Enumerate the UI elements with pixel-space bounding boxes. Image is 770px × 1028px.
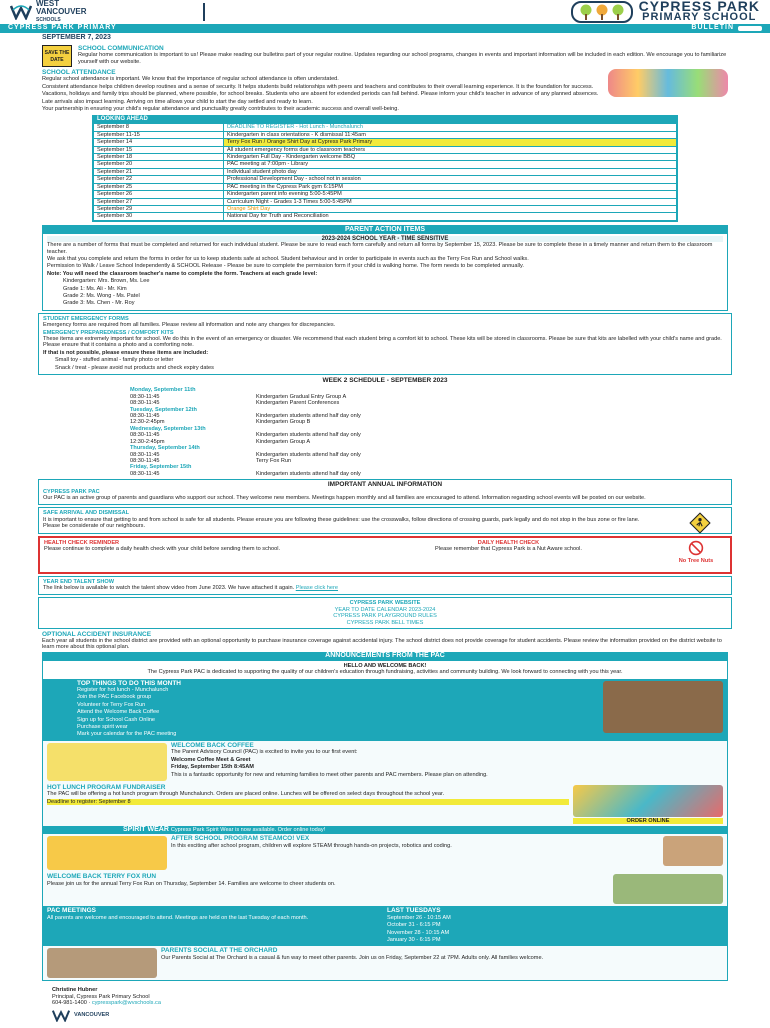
school-name: CYPRESS PARK [638, 0, 760, 14]
schedule-note: Kindergarten Group B [256, 419, 311, 426]
row-event[interactable]: DEADLINE TO REGISTER - Hot Lunch - Munchalunch [224, 124, 677, 131]
issue-date: SEPTEMBER 7, 2023 [42, 34, 111, 41]
school-communication [0, 45, 770, 67]
row-date: September 27 [94, 198, 224, 205]
save-the-date-badge: SAVE THE DATE [42, 45, 72, 67]
row-date: September 26 [94, 191, 224, 198]
website-title: CYPRESS PARK WEBSITE [349, 600, 421, 607]
table-row [94, 205, 677, 212]
row-event: Kindergarten in class orientations - K dismissal 11:45am [224, 131, 677, 138]
coffee-text: The Parent Advisory Council (PAC) is excited to invite you to our first event: [171, 749, 358, 756]
parent-action-p1: There are a number of forms that must be completed and returned for each individual student. Please be sure to read each form carefully and return all forms by September 15, 2023. Please be sure to complete these in a timely manner and return them to the classroom teacher. [47, 242, 713, 255]
accident-title: OPTIONAL ACCIDENT INSURANCE [42, 631, 152, 638]
coffee-title: WELCOME BACK COFFEE [171, 741, 254, 749]
daily-health-title: DAILY HEALTH CHECK [477, 539, 540, 546]
school-logo [571, 1, 760, 23]
coffee-event: Welcome Coffee Meet & Greet [171, 756, 251, 763]
health-text: Please continue to complete a daily health check with your child before sending them to school. [44, 545, 281, 552]
school-website [38, 597, 732, 629]
schedule-time: 08:30-11:45 [130, 400, 160, 407]
steam-photo [663, 836, 723, 866]
row-event: Kindergarten parent info evening 5:00-5:45PM [224, 191, 677, 198]
steam-title: AFTER SCHOOL PROGRAM STEAMCO! VEX [171, 835, 310, 843]
principal-role: Principal, Cypress Park Primary School [52, 993, 150, 1000]
health-title: HEALTH CHECK REMINDER [44, 539, 120, 546]
accident-text: Each year all students in the school district are provided with an optional opportunity to purchase insurance coverage against accidental injury. The school district does not provide coverage for student accidents. Please review the information provided on the district website to learn more about this optional plan. [42, 638, 722, 651]
schedule-day: Monday, September 11th [130, 387, 196, 394]
bell-times-link[interactable]: CYPRESS PARK BELL TIMES [346, 619, 424, 626]
important-info [38, 479, 732, 505]
attendance-p4: Late arrivals also impact learning. Arriving on time allows your child to start the day settled and ready to learn. [42, 98, 313, 105]
table-row [94, 213, 677, 220]
top-things-title: TOP THINGS TO DO THIS MONTH [77, 679, 182, 687]
order-online-button[interactable]: ORDER ONLINE [573, 818, 723, 824]
parent-action-p3: Permission to Walk / Leave School Independently & SCHOOL Release - Please be sure to complete the permission form if your child is walking home. The form needs to be completed annually. [47, 263, 524, 270]
pac-subtitle: CYPRESS PARK PAC [43, 488, 100, 495]
no-nuts-icon [688, 540, 704, 556]
top-things-item: Register for hot lunch - Munchalunch [77, 687, 169, 694]
comfort-kits-item: Small toy - stuffed animal - family photo or letter [55, 357, 174, 364]
row-event: All student emergency forms due to classroom teachers [224, 146, 677, 153]
parent-action-note: Note: You will need the classroom teacher's name to complete the form. Teachers at each grade level: [47, 270, 318, 277]
tuesday-item: January 30 - 6:15 PM [387, 936, 441, 943]
pac-steam [43, 834, 727, 872]
tuesday-item: November 28 - 10:15 AM [387, 929, 450, 936]
row-event: National Day for Truth and Reconciliation [224, 213, 677, 220]
schedule-note: Kindergarten Group A [256, 438, 311, 445]
steam-flyer-image [47, 836, 167, 870]
schedule-note: Kindergarten students attend half day only [256, 451, 361, 458]
lunch-flyer-image [573, 785, 723, 817]
top-things-item: Attend the Welcome Back Coffee [77, 709, 160, 716]
teacher-list-item: Grade 3: Ms. Chen - Mr. Roy [63, 300, 135, 307]
table-row [94, 176, 677, 183]
row-date: September 8 [94, 124, 224, 131]
row-date: September 30 [94, 213, 224, 220]
safe-arrival [38, 507, 732, 533]
terry-title: WELCOME BACK TERRY FOX RUN [47, 873, 157, 881]
row-date: September 22 [94, 176, 224, 183]
schedule-day: Friday, September 15th [130, 464, 192, 471]
title-banner [0, 24, 770, 33]
teacher-list-item: Kindergarten: Mrs. Brown, Ms. Lee [63, 278, 150, 285]
health-check [38, 536, 732, 574]
row-date: September 18 [94, 154, 224, 161]
top-things-item: Sign up for School Cash Online [77, 716, 156, 723]
row-date: September 15 [94, 146, 224, 153]
schedule-note: Kindergarten students attend half day only [256, 470, 361, 477]
schedule-time: 08:30-11:45 [130, 470, 160, 477]
table-row [94, 131, 677, 138]
looking-ahead [92, 115, 678, 221]
important-text: Our PAC is an active group of parents and guardians who support our school. They welcome new members. Meetings happen monthly and all families are encouraged to attend. Information regarding school events will be posted on our website. [43, 494, 646, 501]
parent-action-p2: We ask that you complete and return the forms in order for us to keep students safe at school. Student behaviour and in order to participate in events such as the Terry Fox Run and School walks. [47, 255, 529, 262]
coffee-flyer-image [47, 743, 167, 781]
row-date: September 14 [94, 139, 224, 146]
pac-welcome-title: HELLO AND WELCOME BACK! [343, 662, 427, 669]
table-row [94, 139, 677, 146]
pac-hot-lunch [43, 783, 727, 826]
district-line2: VANCOUVER [36, 7, 87, 16]
talent-title: YEAR END TALENT SHOW [43, 578, 115, 585]
top-things-item: Join the PAC Facebook group [77, 694, 152, 701]
row-date: September 25 [94, 183, 224, 190]
safe-arrival-title: SAFE ARRIVAL AND DISMISSAL [43, 510, 130, 517]
safe-arrival-text: It is important to ensure that getting to and from school is safe for all students. Please ensure you are following these guidelines: use the crosswalks, follow directions of crossing guards, park legally and do not stop in the bus zone or fire lane. Please be considerate of our neighbours. [43, 516, 640, 530]
meeting-title: PAC MEETINGS [47, 907, 96, 915]
parent-action-title: PARENT ACTION ITEMS [43, 226, 727, 234]
pac-announcements-title: ANNOUNCEMENTS FROM THE PAC [42, 652, 728, 660]
pac-top-things [43, 679, 727, 741]
district-logo [10, 0, 87, 24]
table-row [94, 198, 677, 205]
principal-name: Christine Hubner [52, 987, 98, 994]
pac-coffee [43, 741, 727, 783]
schedule-day: Thursday, September 14th [130, 445, 200, 452]
table-row [94, 124, 677, 131]
crosswalk-sign-icon [689, 512, 711, 534]
student-emergency-title: STUDENT EMERGENCY FORMS [43, 315, 129, 322]
important-title: IMPORTANT ANNUAL INFORMATION [327, 481, 443, 489]
attendance-p2: Consistent attendance helps children develop routines and a sense of security. It helps students build relationships with peers and teachers and contributes to their overall learning experience. It is the foundation for success. [42, 83, 594, 90]
attendance-section [0, 69, 770, 112]
row-date: September 21 [94, 168, 224, 175]
comfort-kits-title: EMERGENCY PREPAREDNESS / COMFORT KITS [43, 329, 174, 336]
row-event: Professional Development Day - school not in session [224, 176, 677, 183]
pac-terry-fox [43, 872, 727, 906]
children-illustration [608, 69, 728, 97]
attendance-p3: Vacations, holidays and family trips should be planned, where possible, for school breaks. Students who are absent for extended periods can fall behind. Please inform your child's teacher in advance of any planned absences. [42, 91, 599, 98]
banner-pill [738, 26, 762, 31]
pac-photo [603, 681, 723, 733]
table-row [94, 154, 677, 161]
schedule-note: Terry Fox Run [256, 457, 292, 464]
attendance-p1: Regular school attendance is important. We know that the importance of regular school attendance is often understated. [42, 76, 339, 83]
accident-insurance [0, 631, 770, 651]
schedule-day: Wednesday, September 13th [130, 425, 206, 432]
lunch-text: The PAC will be offering a hot lunch program through Munchalunch. Orders are placed online. Lunches will be offered on select days throughout the school year. [47, 791, 445, 798]
student-emergency-forms [38, 313, 732, 375]
terry-text: Please join us for the annual Terry Fox Run on Thursday, September 14. Families are welcome to cheer students on. [47, 880, 336, 887]
pac-meetings [43, 906, 727, 946]
comfort-kits-item: Snack / treat - please avoid nut products and check expiry dates [55, 364, 214, 371]
banner-left: CYPRESS PARK PRIMARY [8, 24, 117, 32]
coffee-more: This is a fantastic opportunity for new and returning families to meet other parents and PAC members. Please plan on attending. [171, 771, 488, 778]
row-event: Individual student photo day [224, 168, 677, 175]
meeting-text: All parents are welcome and encouraged to attend. Meetings are held on the last Tuesday of each month. [47, 914, 309, 921]
talent-show [38, 576, 732, 596]
attendance-p5: Your partnership in ensuring your child's regular attendance and punctuality greatly contributes to their academic success and overall well-being. [42, 106, 399, 113]
footer-phone: 604-981-1400 [52, 1000, 87, 1007]
row-date: September 11-15 [94, 131, 224, 138]
comfort-kits-text: These items are extremely important for school. We do this in the event of an emergency or disaster. We recommend that each student bring a comfort kit to school. These kits will be stored in classrooms. Please be sure that kits are labelled with your child's name and grade. Please ensure that it contains a photo and a comforting note. [43, 336, 722, 349]
social-text: Our Parents Social at The Orchard is a casual & fun way to meet other parents. Join us on Friday, September 22 at 7PM. Adults only. All families welcome. [161, 954, 544, 961]
footer-email[interactable]: cypresspark@wvschools.ca [91, 1000, 161, 1007]
schedule-note: Kindergarten students attend half day only [256, 432, 361, 439]
schedule-time: 08:30-11:45 [130, 457, 160, 464]
parent-action-subtitle: 2023-2024 SCHOOL YEAR - TIME SENSITIVE [47, 236, 723, 242]
header [0, 0, 770, 24]
social-photo [47, 948, 157, 978]
terry-fox-photo [613, 874, 723, 904]
row-event: Curriculum Night - Grades 1-3 Times 5:00-5:45PM [224, 198, 677, 205]
playground-rules-link[interactable]: CYPRESS PARK PLAYGROUND RULES [333, 613, 437, 620]
comfort-kits-list-title: If that is not possible, please ensure these items are included: [43, 349, 209, 356]
school-communication-text: Regular home communication is important to us! Please make reading our bulletins part of your regular routine. Updates regarding our school programs, changes in events and important information will be included in each edition. We encourage you to familiarize yourself with our website. [78, 52, 727, 65]
school-communication-title: SCHOOL COMMUNICATION [78, 45, 164, 53]
social-title: PARENTS SOCIAL AT THE ORCHARD [161, 947, 278, 955]
top-things-item: Volunteer for Terry Fox Run [77, 701, 146, 708]
no-nuts-label: No Tree Nuts [678, 557, 714, 564]
tuesday-item: October 31 - 6:15 PM [387, 922, 441, 929]
row-date: September 20 [94, 161, 224, 168]
banner-right: BULLETIN [691, 24, 734, 32]
spirit-text: Cypress Park Spirit Wear is now available. Order online today! [170, 827, 326, 834]
calendar-link[interactable]: YEAR TO DATE CALENDAR 2023-2024 [334, 606, 436, 613]
top-things-item: Purchase spirit wear [77, 724, 128, 731]
lunch-deadline: Deadline to register: September 8 [47, 799, 569, 805]
row-event: Terry Fox Run / Orange Shirt Day at Cypress Park Primary [224, 139, 677, 146]
district-line1: WEST [36, 0, 60, 8]
looking-ahead-title: LOOKING AHEAD [93, 116, 677, 123]
steam-text: In this exciting after school program, children will explore STEAM through hands-on projects, robotics and coding. [171, 842, 452, 849]
talent-text: The link below is available to watch the talent show video from June 2023. We have attached it again. [43, 584, 295, 591]
table-row [94, 183, 677, 190]
teacher-list-item: Grade 1: Ms. Ali - Mr. Kim [63, 285, 127, 292]
parent-action-items [42, 225, 728, 311]
schedule-time: 12:30-2:45pm [130, 438, 165, 445]
row-event: PAC meeting at 7:00pm - Library [224, 161, 677, 168]
spirit-wear-bar [43, 826, 727, 834]
schedule-time: 08:30-11:45 [130, 413, 160, 420]
tuesday-item: September 26 - 10:15 AM [387, 914, 451, 921]
row-event: PAC meeting in the Cypress Park gym 6:15PM [224, 183, 677, 190]
schedule-note: Kindergarten Parent Conferences [256, 400, 340, 407]
spirit-title: SPIRIT WEAR [123, 826, 169, 834]
looking-ahead-table [93, 123, 677, 220]
pac-announcements [42, 660, 728, 982]
daily-health-text: Please remember that Cypress Park is a Nut Aware school. [435, 545, 582, 552]
week-schedule-title: WEEK 2 SCHEDULE - SEPTEMBER 2023 [322, 377, 448, 385]
schedule-time: 08:30-11:45 [130, 432, 160, 439]
school-subname: PRIMARY SCHOOL [642, 11, 757, 23]
top-things-item: Mark your calendar for the PAC meeting [77, 731, 177, 738]
schedule-time: 08:30-11:45 [130, 451, 160, 458]
district-logo-icon [52, 1009, 70, 1022]
trees-icon [571, 1, 633, 23]
row-event: Kindergarten Full Day - Kindergarten welcome BBQ [224, 154, 677, 161]
schedule-note: Kindergarten Gradual Entry Group A [256, 393, 347, 400]
footer-district: VANCOUVER [74, 1011, 110, 1018]
schedule-time: 12:30-2:45pm [130, 419, 165, 426]
attendance-title: SCHOOL ATTENDANCE [42, 69, 116, 77]
table-row [94, 191, 677, 198]
pac-welcome-text: The Cypress Park PAC is dedicated to supporting the quality of our children's education through fundraising, activities and community building. We look forward to connecting with you this year. [147, 669, 623, 676]
week-schedule [0, 387, 770, 477]
coffee-time: Friday, September 15th 8:45AM [171, 764, 254, 771]
row-date: September 29 [94, 205, 224, 212]
footer-logo [52, 1009, 718, 1022]
lunch-title: HOT LUNCH PROGRAM FUNDRAISER [47, 783, 166, 791]
row-event: Orange Shirt Day [224, 205, 677, 212]
teacher-list-item: Grade 2: Ms. Wong - Ms. Patel [63, 292, 140, 299]
district-logo-icon [10, 4, 32, 20]
schedule-time: 08:30-11:45 [130, 393, 160, 400]
talent-link[interactable]: Please click here [295, 584, 339, 591]
district-line3: SCHOOLS [36, 17, 61, 23]
pac-social [43, 946, 727, 980]
schedule-day: Tuesday, September 12th [130, 406, 197, 413]
footer: Christine Hubner Principal, Cypress Park Primary School 604-981-1400 · cypresspark@wvschools.ca VANCOUVER [0, 981, 770, 1027]
table-row [94, 168, 677, 175]
tuesdays-title: LAST TUESDAYS [387, 907, 441, 915]
student-emergency-p1: Emergency forms are required from all families. Please review all information and note any changes for discrepancies. [43, 322, 336, 329]
table-row [94, 161, 677, 168]
table-row [94, 146, 677, 153]
schedule-note: Kindergarten students attend half day only [256, 413, 361, 420]
